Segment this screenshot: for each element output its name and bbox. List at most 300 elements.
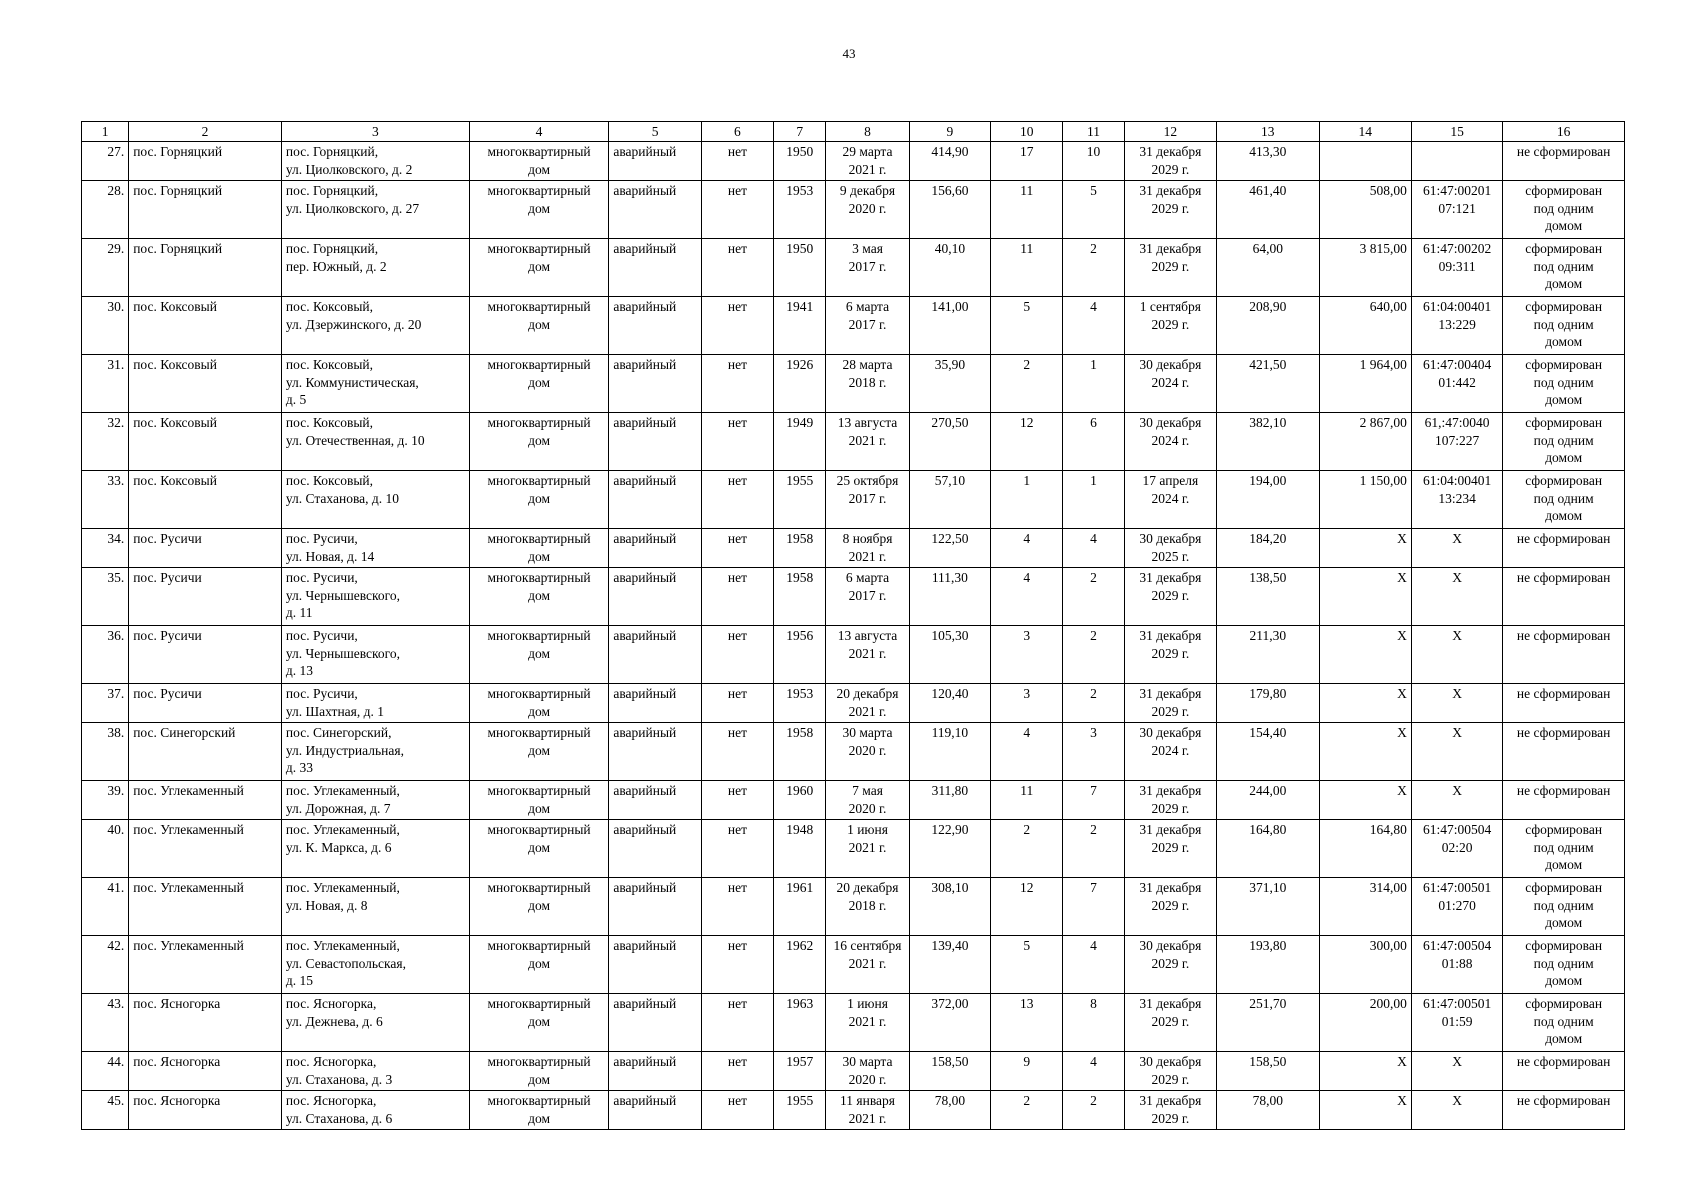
land-area-cell: 164,80	[1319, 820, 1411, 878]
settlement-cell: пос. Коксовый	[129, 471, 282, 529]
area-cell: 40,10	[909, 239, 990, 297]
land-area-cell: X	[1319, 529, 1411, 568]
column-10-cell: 2	[991, 1091, 1063, 1130]
land-plot-status-cell: сформирован под одним домом	[1503, 471, 1625, 529]
resettlement-deadline-cell: 31 декабря 2029 г.	[1124, 994, 1216, 1052]
column-6-cell: нет	[701, 529, 773, 568]
resettlement-deadline-cell: 31 декабря 2029 г.	[1124, 820, 1216, 878]
address-cell: пос. Углекаменный, ул. Дорожная, д. 7	[281, 781, 469, 820]
column-11-cell: 10	[1063, 142, 1124, 181]
land-area-cell: X	[1319, 684, 1411, 723]
condition-cell: аварийный	[609, 723, 701, 781]
land-area-cell: 1 964,00	[1319, 355, 1411, 413]
cadastral-number-cell: X	[1411, 1091, 1502, 1130]
column-11-cell: 2	[1063, 1091, 1124, 1130]
table-row	[82, 684, 1625, 723]
building-type-cell: многоквартирный дом	[469, 181, 609, 239]
column-6-cell: нет	[701, 413, 773, 471]
column-6-cell: нет	[701, 297, 773, 355]
area-cell: 156,60	[909, 181, 990, 239]
building-type-cell: многоквартирный дом	[469, 297, 609, 355]
building-type-cell: многоквартирный дом	[469, 684, 609, 723]
land-area-cell: 508,00	[1319, 181, 1411, 239]
settlement-cell: пос. Углекаменный	[129, 820, 282, 878]
column-6-cell: нет	[701, 1091, 773, 1130]
resettlement-deadline-cell: 30 декабря 2025 г.	[1124, 529, 1216, 568]
table-row	[82, 781, 1625, 820]
construction-year-cell: 1955	[774, 471, 826, 529]
column-6-cell: нет	[701, 626, 773, 684]
column-11-cell: 4	[1063, 297, 1124, 355]
column-13-cell: 164,80	[1217, 820, 1319, 878]
construction-year-cell: 1941	[774, 297, 826, 355]
row-number: 41.	[82, 878, 129, 936]
recognition-date-cell: 13 августа 2021 г.	[826, 626, 909, 684]
emergency-housing-table	[81, 121, 1625, 1130]
column-10-cell: 13	[991, 994, 1063, 1052]
resettlement-deadline-cell: 30 декабря 2024 г.	[1124, 355, 1216, 413]
settlement-cell: пос. Русичи	[129, 529, 282, 568]
column-number: 7	[774, 122, 826, 142]
address-cell: пос. Русичи, ул. Чернышевского, д. 13	[281, 626, 469, 684]
recognition-date-cell: 20 декабря 2021 г.	[826, 684, 909, 723]
land-area-cell: 640,00	[1319, 297, 1411, 355]
area-cell: 105,30	[909, 626, 990, 684]
land-plot-status-cell: не сформирован	[1503, 723, 1625, 781]
resettlement-deadline-cell: 30 декабря 2029 г.	[1124, 1052, 1216, 1091]
condition-cell: аварийный	[609, 994, 701, 1052]
row-number: 44.	[82, 1052, 129, 1091]
column-10-cell: 12	[991, 878, 1063, 936]
area-cell: 119,10	[909, 723, 990, 781]
cadastral-number-cell: 61:47:00504 01:88	[1411, 936, 1502, 994]
cadastral-number-cell: 61:47:00504 02:20	[1411, 820, 1502, 878]
row-number: 37.	[82, 684, 129, 723]
land-area-cell: X	[1319, 723, 1411, 781]
address-cell: пос. Коксовый, ул. Дзержинского, д. 20	[281, 297, 469, 355]
column-11-cell: 7	[1063, 781, 1124, 820]
row-number: 29.	[82, 239, 129, 297]
column-10-cell: 11	[991, 781, 1063, 820]
column-11-cell: 3	[1063, 723, 1124, 781]
column-10-cell: 11	[991, 239, 1063, 297]
column-number: 11	[1063, 122, 1124, 142]
column-11-cell: 6	[1063, 413, 1124, 471]
column-6-cell: нет	[701, 568, 773, 626]
settlement-cell: пос. Ясногорка	[129, 994, 282, 1052]
column-13-cell: 78,00	[1217, 1091, 1319, 1130]
column-11-cell: 2	[1063, 568, 1124, 626]
column-6-cell: нет	[701, 878, 773, 936]
column-11-cell: 2	[1063, 239, 1124, 297]
cadastral-number-cell: X	[1411, 684, 1502, 723]
row-number: 40.	[82, 820, 129, 878]
land-plot-status-cell: не сформирован	[1503, 529, 1625, 568]
condition-cell: аварийный	[609, 878, 701, 936]
column-10-cell: 3	[991, 626, 1063, 684]
column-6-cell: нет	[701, 684, 773, 723]
land-plot-status-cell: не сформирован	[1503, 1091, 1625, 1130]
land-plot-status-cell: не сформирован	[1503, 626, 1625, 684]
construction-year-cell: 1961	[774, 878, 826, 936]
condition-cell: аварийный	[609, 529, 701, 568]
column-10-cell: 5	[991, 297, 1063, 355]
cadastral-number-cell: 61:47:00501 01:270	[1411, 878, 1502, 936]
building-type-cell: многоквартирный дом	[469, 568, 609, 626]
row-number: 35.	[82, 568, 129, 626]
settlement-cell: пос. Углекаменный	[129, 936, 282, 994]
cadastral-number-cell: 61:47:00501 01:59	[1411, 994, 1502, 1052]
column-13-cell: 413,30	[1217, 142, 1319, 181]
construction-year-cell: 1948	[774, 820, 826, 878]
column-11-cell: 5	[1063, 181, 1124, 239]
construction-year-cell: 1958	[774, 723, 826, 781]
land-area-cell: 300,00	[1319, 936, 1411, 994]
area-cell: 414,90	[909, 142, 990, 181]
column-number: 12	[1124, 122, 1216, 142]
settlement-cell: пос. Коксовый	[129, 297, 282, 355]
column-13-cell: 158,50	[1217, 1052, 1319, 1091]
address-cell: пос. Русичи, ул. Новая, д. 14	[281, 529, 469, 568]
cadastral-number-cell: X	[1411, 781, 1502, 820]
area-cell: 78,00	[909, 1091, 990, 1130]
resettlement-deadline-cell: 31 декабря 2029 г.	[1124, 181, 1216, 239]
cadastral-number-cell: 61:04:00401 13:234	[1411, 471, 1502, 529]
construction-year-cell: 1963	[774, 994, 826, 1052]
table-row	[82, 723, 1625, 781]
building-type-cell: многоквартирный дом	[469, 820, 609, 878]
construction-year-cell: 1960	[774, 781, 826, 820]
construction-year-cell: 1950	[774, 142, 826, 181]
cadastral-number-cell: X	[1411, 626, 1502, 684]
recognition-date-cell: 30 марта 2020 г.	[826, 723, 909, 781]
area-cell: 308,10	[909, 878, 990, 936]
settlement-cell: пос. Коксовый	[129, 413, 282, 471]
column-13-cell: 154,40	[1217, 723, 1319, 781]
recognition-date-cell: 1 июня 2021 г.	[826, 820, 909, 878]
construction-year-cell: 1953	[774, 181, 826, 239]
recognition-date-cell: 16 сентября 2021 г.	[826, 936, 909, 994]
table-row	[82, 936, 1625, 994]
column-number: 14	[1319, 122, 1411, 142]
address-cell: пос. Коксовый, ул. Стаханова, д. 10	[281, 471, 469, 529]
building-type-cell: многоквартирный дом	[469, 781, 609, 820]
column-11-cell: 2	[1063, 626, 1124, 684]
land-area-cell: 314,00	[1319, 878, 1411, 936]
recognition-date-cell: 7 мая 2020 г.	[826, 781, 909, 820]
recognition-date-cell: 30 марта 2020 г.	[826, 1052, 909, 1091]
column-10-cell: 12	[991, 413, 1063, 471]
settlement-cell: пос. Ясногорка	[129, 1091, 282, 1130]
building-type-cell: многоквартирный дом	[469, 413, 609, 471]
cadastral-number-cell: 61:47:00404 01:442	[1411, 355, 1502, 413]
column-6-cell: нет	[701, 1052, 773, 1091]
column-13-cell: 251,70	[1217, 994, 1319, 1052]
condition-cell: аварийный	[609, 684, 701, 723]
land-plot-status-cell: не сформирован	[1503, 684, 1625, 723]
recognition-date-cell: 8 ноября 2021 г.	[826, 529, 909, 568]
row-number: 32.	[82, 413, 129, 471]
settlement-cell: пос. Углекаменный	[129, 878, 282, 936]
table-row	[82, 297, 1625, 355]
construction-year-cell: 1949	[774, 413, 826, 471]
recognition-date-cell: 6 марта 2017 г.	[826, 297, 909, 355]
column-10-cell: 11	[991, 181, 1063, 239]
condition-cell: аварийный	[609, 626, 701, 684]
construction-year-cell: 1953	[774, 684, 826, 723]
column-10-cell: 2	[991, 820, 1063, 878]
row-number: 31.	[82, 355, 129, 413]
land-plot-status-cell: сформирован под одним домом	[1503, 936, 1625, 994]
area-cell: 158,50	[909, 1052, 990, 1091]
row-number: 36.	[82, 626, 129, 684]
column-11-cell: 1	[1063, 355, 1124, 413]
area-cell: 120,40	[909, 684, 990, 723]
land-area-cell: X	[1319, 1091, 1411, 1130]
column-number-row	[82, 122, 1625, 142]
building-type-cell: многоквартирный дом	[469, 471, 609, 529]
settlement-cell: пос. Горняцкий	[129, 142, 282, 181]
land-area-cell: 3 815,00	[1319, 239, 1411, 297]
construction-year-cell: 1926	[774, 355, 826, 413]
condition-cell: аварийный	[609, 568, 701, 626]
settlement-cell: пос. Горняцкий	[129, 239, 282, 297]
resettlement-deadline-cell: 31 декабря 2029 г.	[1124, 781, 1216, 820]
row-number: 42.	[82, 936, 129, 994]
cadastral-number-cell: X	[1411, 568, 1502, 626]
land-plot-status-cell: не сформирован	[1503, 781, 1625, 820]
settlement-cell: пос. Коксовый	[129, 355, 282, 413]
table-row	[82, 355, 1625, 413]
settlement-cell: пос. Русичи	[129, 568, 282, 626]
column-6-cell: нет	[701, 181, 773, 239]
resettlement-deadline-cell: 17 апреля 2024 г.	[1124, 471, 1216, 529]
building-type-cell: многоквартирный дом	[469, 355, 609, 413]
settlement-cell: пос. Углекаменный	[129, 781, 282, 820]
row-number: 33.	[82, 471, 129, 529]
recognition-date-cell: 28 марта 2018 г.	[826, 355, 909, 413]
column-10-cell: 2	[991, 355, 1063, 413]
recognition-date-cell: 9 декабря 2020 г.	[826, 181, 909, 239]
table-row	[82, 1052, 1625, 1091]
column-13-cell: 371,10	[1217, 878, 1319, 936]
resettlement-deadline-cell: 31 декабря 2029 г.	[1124, 568, 1216, 626]
row-number: 27.	[82, 142, 129, 181]
settlement-cell: пос. Русичи	[129, 626, 282, 684]
table-row	[82, 471, 1625, 529]
row-number: 45.	[82, 1091, 129, 1130]
resettlement-deadline-cell: 31 декабря 2029 г.	[1124, 1091, 1216, 1130]
resettlement-deadline-cell: 31 декабря 2029 г.	[1124, 142, 1216, 181]
land-plot-status-cell: сформирован под одним домом	[1503, 181, 1625, 239]
resettlement-deadline-cell: 31 декабря 2029 г.	[1124, 684, 1216, 723]
column-13-cell: 461,40	[1217, 181, 1319, 239]
resettlement-deadline-cell: 30 декабря 2024 г.	[1124, 413, 1216, 471]
condition-cell: аварийный	[609, 820, 701, 878]
settlement-cell: пос. Ясногорка	[129, 1052, 282, 1091]
condition-cell: аварийный	[609, 1091, 701, 1130]
table-row	[82, 529, 1625, 568]
column-10-cell: 4	[991, 529, 1063, 568]
column-10-cell: 4	[991, 568, 1063, 626]
condition-cell: аварийный	[609, 297, 701, 355]
recognition-date-cell: 29 марта 2021 г.	[826, 142, 909, 181]
column-13-cell: 421,50	[1217, 355, 1319, 413]
land-plot-status-cell: сформирован под одним домом	[1503, 297, 1625, 355]
table-row	[82, 820, 1625, 878]
column-13-cell: 208,90	[1217, 297, 1319, 355]
column-13-cell: 179,80	[1217, 684, 1319, 723]
area-cell: 122,90	[909, 820, 990, 878]
column-number: 2	[129, 122, 282, 142]
resettlement-deadline-cell: 1 сентября 2029 г.	[1124, 297, 1216, 355]
table-row	[82, 994, 1625, 1052]
column-13-cell: 244,00	[1217, 781, 1319, 820]
cadastral-number-cell: X	[1411, 723, 1502, 781]
land-area-cell: 200,00	[1319, 994, 1411, 1052]
address-cell: пос. Коксовый, ул. Отечественная, д. 10	[281, 413, 469, 471]
construction-year-cell: 1962	[774, 936, 826, 994]
recognition-date-cell: 13 августа 2021 г.	[826, 413, 909, 471]
land-plot-status-cell: не сформирован	[1503, 1052, 1625, 1091]
building-type-cell: многоквартирный дом	[469, 529, 609, 568]
address-cell: пос. Коксовый, ул. Коммунистическая, д. 5	[281, 355, 469, 413]
column-11-cell: 4	[1063, 1052, 1124, 1091]
address-cell: пос. Горняцкий, пер. Южный, д. 2	[281, 239, 469, 297]
column-10-cell: 9	[991, 1052, 1063, 1091]
area-cell: 139,40	[909, 936, 990, 994]
column-number: 16	[1503, 122, 1625, 142]
cadastral-number-cell: 61:04:00401 13:229	[1411, 297, 1502, 355]
area-cell: 141,00	[909, 297, 990, 355]
column-10-cell: 4	[991, 723, 1063, 781]
building-type-cell: многоквартирный дом	[469, 1091, 609, 1130]
area-cell: 311,80	[909, 781, 990, 820]
building-type-cell: многоквартирный дом	[469, 1052, 609, 1091]
building-type-cell: многоквартирный дом	[469, 626, 609, 684]
land-plot-status-cell: не сформирован	[1503, 568, 1625, 626]
recognition-date-cell: 1 июня 2021 г.	[826, 994, 909, 1052]
column-6-cell: нет	[701, 723, 773, 781]
cadastral-number-cell: X	[1411, 529, 1502, 568]
address-cell: пос. Горняцкий, ул. Циолковского, д. 2	[281, 142, 469, 181]
column-number: 13	[1217, 122, 1319, 142]
table-row	[82, 568, 1625, 626]
cadastral-number-cell: 61:47:00202 09:311	[1411, 239, 1502, 297]
condition-cell: аварийный	[609, 936, 701, 994]
resettlement-deadline-cell: 31 декабря 2029 г.	[1124, 878, 1216, 936]
column-10-cell: 1	[991, 471, 1063, 529]
area-cell: 372,00	[909, 994, 990, 1052]
condition-cell: аварийный	[609, 181, 701, 239]
column-6-cell: нет	[701, 820, 773, 878]
column-11-cell: 7	[1063, 878, 1124, 936]
construction-year-cell: 1956	[774, 626, 826, 684]
address-cell: пос. Русичи, ул. Шахтная, д. 1	[281, 684, 469, 723]
table-row	[82, 878, 1625, 936]
cadastral-number-cell: 61,:47:0040 107:227	[1411, 413, 1502, 471]
table-row	[82, 413, 1625, 471]
page-number: 43	[842, 46, 856, 61]
condition-cell: аварийный	[609, 1052, 701, 1091]
row-number: 30.	[82, 297, 129, 355]
building-type-cell: многоквартирный дом	[469, 723, 609, 781]
resettlement-deadline-cell: 31 декабря 2029 г.	[1124, 626, 1216, 684]
address-cell: пос. Горняцкий, ул. Циолковского, д. 27	[281, 181, 469, 239]
table-row	[82, 181, 1625, 239]
column-11-cell: 4	[1063, 529, 1124, 568]
condition-cell: аварийный	[609, 239, 701, 297]
settlement-cell: пос. Русичи	[129, 684, 282, 723]
area-cell: 270,50	[909, 413, 990, 471]
land-plot-status-cell: сформирован под одним домом	[1503, 878, 1625, 936]
column-number: 9	[909, 122, 990, 142]
address-cell: пос. Синегорский, ул. Индустриальная, д. 33	[281, 723, 469, 781]
column-6-cell: нет	[701, 471, 773, 529]
construction-year-cell: 1957	[774, 1052, 826, 1091]
row-number: 34.	[82, 529, 129, 568]
construction-year-cell: 1958	[774, 529, 826, 568]
area-cell: 57,10	[909, 471, 990, 529]
settlement-cell: пос. Горняцкий	[129, 181, 282, 239]
column-13-cell: 138,50	[1217, 568, 1319, 626]
column-11-cell: 4	[1063, 936, 1124, 994]
cadastral-number-cell	[1411, 142, 1502, 181]
address-cell: пос. Ясногорка, ул. Стаханова, д. 3	[281, 1052, 469, 1091]
column-10-cell: 17	[991, 142, 1063, 181]
area-cell: 111,30	[909, 568, 990, 626]
column-13-cell: 184,20	[1217, 529, 1319, 568]
column-6-cell: нет	[701, 994, 773, 1052]
address-cell: пос. Ясногорка, ул. Дежнева, д. 6	[281, 994, 469, 1052]
row-number: 39.	[82, 781, 129, 820]
column-number: 8	[826, 122, 909, 142]
condition-cell: аварийный	[609, 355, 701, 413]
column-13-cell: 382,10	[1217, 413, 1319, 471]
column-6-cell: нет	[701, 781, 773, 820]
column-number: 6	[701, 122, 773, 142]
address-cell: пос. Русичи, ул. Чернышевского, д. 11	[281, 568, 469, 626]
area-cell: 122,50	[909, 529, 990, 568]
column-number: 10	[991, 122, 1063, 142]
column-6-cell: нет	[701, 355, 773, 413]
construction-year-cell: 1955	[774, 1091, 826, 1130]
address-cell: пос. Ясногорка, ул. Стаханова, д. 6	[281, 1091, 469, 1130]
land-area-cell: X	[1319, 1052, 1411, 1091]
address-cell: пос. Углекаменный, ул. Новая, д. 8	[281, 878, 469, 936]
column-number: 1	[82, 122, 129, 142]
recognition-date-cell: 20 декабря 2018 г.	[826, 878, 909, 936]
column-number: 5	[609, 122, 701, 142]
column-11-cell: 1	[1063, 471, 1124, 529]
building-type-cell: многоквартирный дом	[469, 142, 609, 181]
column-number: 15	[1411, 122, 1502, 142]
condition-cell: аварийный	[609, 471, 701, 529]
column-13-cell: 194,00	[1217, 471, 1319, 529]
land-plot-status-cell: сформирован под одним домом	[1503, 413, 1625, 471]
recognition-date-cell: 25 октября 2017 г.	[826, 471, 909, 529]
building-type-cell: многоквартирный дом	[469, 239, 609, 297]
column-11-cell: 2	[1063, 820, 1124, 878]
area-cell: 35,90	[909, 355, 990, 413]
column-6-cell: нет	[701, 936, 773, 994]
column-10-cell: 5	[991, 936, 1063, 994]
row-number: 28.	[82, 181, 129, 239]
column-6-cell: нет	[701, 142, 773, 181]
land-plot-status-cell: не сформирован	[1503, 142, 1625, 181]
table-row	[82, 1091, 1625, 1130]
construction-year-cell: 1950	[774, 239, 826, 297]
